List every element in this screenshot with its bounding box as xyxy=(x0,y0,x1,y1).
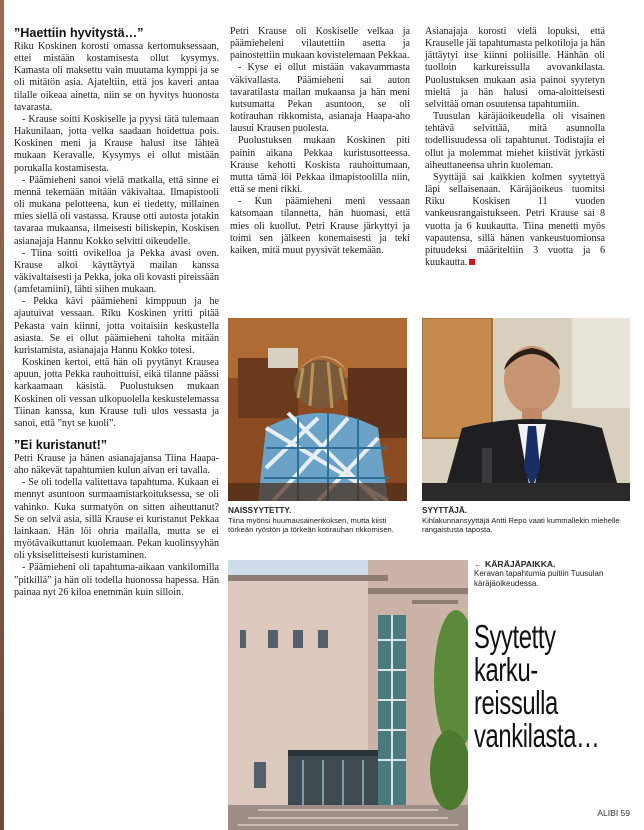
paragraph: - Kyse ei ollut mistään vakavammasta väkivallasta. Päämieheni sai auton tavaratilasta mailan mukaansa ja hän meni kutsumatta Pekan asuntoon, se oli kotirauhan rikkomista, asianaja Haapa-aho lausui Krausen puolesta. xyxy=(230,62,410,135)
paragraph: - Tiina soitti ovikelloa ja Pekka avasi oven. Krause alkoi käyttäytyä mailan kanssa väkivaltaisesti ja Pekka, joka oli kovasti pireissään (amfetamiini), lähti siihen mukaan. xyxy=(14,247,219,296)
headline-line: karku- xyxy=(474,651,538,688)
paragraph: Puolustuksen mukaan Koskinen piti painin aikana Pekkaa kuristusotteessa. Krause kehotti Koskista rauhoittumaan, mutta tämä löi Pekkaa ilmapistoolilla niin, että se meni rikki. xyxy=(230,135,410,196)
page-folio: ALIBI 59 xyxy=(597,808,630,818)
article-column-3 xyxy=(425,26,605,269)
paragraph: Petri Krause ja hänen asianajajansa Tiina Haapa-aho näkevät tapahtumien kulun aivan eri tavalla. xyxy=(14,453,219,477)
courthouse-caption xyxy=(474,560,624,588)
paragraph: - Se oli todella valitettava tapahtuma. Kukaan ei mennyt asuntoon surmaamistarkoituksessa, se oli vahinko. Kuka surmatyön on sitten aiheuttanut? Se on selvä asia, sillä Krause ei kuristanut Pekkaa lainkaan. Hän löi ohria mailalla, mutta se ei myötävaikuttanut kuolemaan. Pekan kuolinsyyhän oli yksiselitteisesti kuristaminen. xyxy=(14,477,219,562)
paragraph: - Kun päämieheni meni vessaan katsomaan tilannetta, hän huomasi, että mies oli kuollut. Petri Krause järkyttyi ja toimi sen jälkeen konemaisesti ja teki kaiken, mitä muut pyysivät tekemään. xyxy=(230,196,410,256)
paragraph: Asianajaja korosti vielä lopuksi, että Krauselle jäi tapahtumasta pelkotiloja ja hän jättäytyi itse kiinni poliisille. Hänhän oli tuolloin karkureissulla avovankilasta. Puolustuksen mukaan asia painoi syytetyn mieltä ja hän halusi oma-aloitteisesti selvittää oman osuutensa tapahtumiin. xyxy=(425,26,605,110)
accused-caption xyxy=(228,506,407,534)
paragraph: Tuusulan käräjäoikeudella oli visainen tehtävä selvittää, mitä asunnolla todellisuudessa oli tapahtunut. Todistajia ei ollut ja molemmat miehet kiistivät jyrkästi aiheuttaneensa uhrin kuoleman. xyxy=(425,111,605,171)
caption-title: KÄRÄJÄPAIKKA. xyxy=(485,559,556,569)
end-mark xyxy=(469,259,475,265)
paragraph: - Päämieheni sanoi vielä matkalla, että sinne ei mennä tekemään mitään väkivaltaa. Ilmapistooli oli mukana pelotteena, kun ei tiedetty, millainen mies siellä oli vastassa. Krause otti autosta jotakin tavaraa mukaansa, ilmeisesti biliskepin, Koskisen asianajaja Hannu Kokko selvitti oikeudelle. xyxy=(14,174,219,247)
headline-line: reissulla xyxy=(474,684,558,721)
caption-title: NAISSYYTETTY. xyxy=(228,506,292,515)
accused-photo xyxy=(228,318,407,501)
prosecutor-caption xyxy=(422,506,630,534)
paragraph: Petri Krause oli Koskiselle velkaa ja päämieheleni vilautettiin asetta ja painostettiin mukaan kovistelemaan Pekkaa. xyxy=(230,26,410,62)
paragraph xyxy=(425,172,605,269)
paragraph-text: Syyttäjä sai kaikkien kolmen syytettyä läpi sellaisenaan. Käräjäoikeus tuomitsi Riku Koskisen 11 vuoden vankeusrangaistukseen. Petri Krause sai 8 vuotta ja 6 kuukautta. Tiina menetti myös vapautensa, sillä hänen vankeustuomionsa pituudeksi määriteltiin 3 vuotta ja 6 kuukautta. xyxy=(425,171,605,268)
caption-text: Keravan tapahtumia puitiin Tuusulan käräjäoikeudessa. xyxy=(474,569,604,588)
headline-line: vankilasta… xyxy=(474,717,600,754)
article-headline xyxy=(474,620,632,752)
prosecutor-photo xyxy=(422,318,630,501)
arrow-left-icon: ← xyxy=(474,560,482,569)
paragraph: Koskinen kertoi, että hän oli pyytänyt Krausea apuun, jotta Pekka rauhoittuisi, eikä tilanne päässi karkaamaan käsistä. Puolustuksen mukaan Koskinen oli vessan ulkopuolella keskustelemassa Tiinan kanssa, kun Krause tuli ulos vessasta ja sanoi, että ”nyt se kuoli”. xyxy=(14,357,219,429)
section-heading-2: ”Ei kuristanut!” xyxy=(14,438,108,452)
paragraph: - Pekka kävi päämieheni kimppuun ja he ajautuivat vessaan. Riku Koskinen yritti pitää Pekasta vain kiinni, jotta voitaisiin keskustella asiasta. Se ei ollut päämieheni taholta mitään kuristamista, asianajaja Hannu Kokko totesi. xyxy=(14,296,219,356)
paragraph: - Päämieheni oli tapahtuma-aikaan vankilomilla ”pitkillä” ja hän oli todella huonossa hapessa. Hän painaa nyt 26 kiloa enemmän kuin silloin. xyxy=(14,562,219,598)
page-edge-strip xyxy=(0,0,4,830)
section-heading-1: ”Haettiin hyvitystä…” xyxy=(14,26,144,40)
caption-title: SYYTTÄJÄ. xyxy=(422,506,468,515)
paragraph: - Krause soitti Koskiselle ja pyysi tätä tulemaan Hakunilaan, jotta velka saadaan hoidettua pois. Koskinen meni ja Krause halusi itse lähteä mukaan Keravalle. Kysymys ei ollut mistään porukalla kostamisesta. xyxy=(14,113,219,174)
courthouse-photo xyxy=(228,560,468,830)
headline-line: Syytetty xyxy=(474,618,556,655)
article-column-2 xyxy=(230,26,410,257)
article-column-1 xyxy=(14,26,219,599)
caption-text: Kihlakunnansyyttäjä Antti Repo vaati kummallekin miehelle rangaistusta taposta. xyxy=(422,516,620,534)
paragraph: Riku Koskinen korosti omassa kertomuksessaan, ettei mistään kostamisesta ollut kysymys. Kamasta oli maksettu vain muutama kymppi ja se oli mitätön asia. Ajateltiin, että jos kaveri antaa tilalle oikeaa ainetta, niin se on hyvitys huonosta tavarasta. xyxy=(14,41,219,113)
caption-text: Tiina myönsi huumausainerikoksen, mutta kiisti törkeän ryöstön ja törkeän kotirauhan rikkomisen. xyxy=(228,516,394,534)
